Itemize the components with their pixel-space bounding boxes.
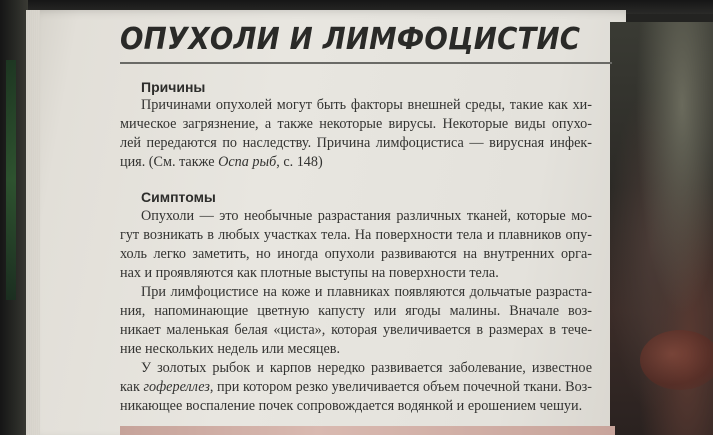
reference-prefix: ция. (См. также [120, 154, 219, 170]
text-line: ние нескольких недель или месяцев. [120, 341, 341, 357]
reference-suffix: , с. 148) [276, 154, 323, 170]
text-line: лей передаются по наследству. Причина лимфоцистиса — вирусная инфек- [120, 135, 592, 151]
text-line: гут возникать в любых участках тела. На поверхности тела и плавников опу- [120, 227, 592, 243]
fish-photo-detail [640, 330, 713, 390]
text-line: холь легко заметить, но иногда опухоли развиваются на внутренних орга- [120, 246, 592, 262]
section-heading-symptoms: Симптомы [141, 189, 216, 205]
text-line-reference [120, 153, 323, 171]
text-line: ния, напоминающие цветную капусту или ягоды малины. Вначале воз- [120, 303, 592, 319]
text-line: При лимфоцистисе на коже и плавниках появляются дольчатые разраста- [141, 284, 592, 300]
page-bottom-image [120, 426, 615, 435]
text-line-italic-term [120, 378, 592, 396]
term-suffix: , при котором резко увеличивается объем почечной ткани. Воз- [209, 379, 592, 395]
text-line: Причинами опухолей могут быть факторы внешней среды, такие как хи- [141, 97, 592, 113]
section-heading-causes: Причины [141, 79, 206, 95]
text-line: Опухоли — это необычные разрастания различных тканей, которые мо- [141, 208, 592, 224]
disease-term: гофереллез [143, 379, 210, 395]
title-underline [120, 62, 612, 64]
term-prefix: как [120, 379, 144, 395]
reference-link-text: Оспа рыб [218, 154, 277, 170]
text-line: мическое загрязнение, а также некоторые вирусы. Некоторые виды опухо- [120, 116, 592, 132]
text-line: никает маленькая белая «циста», которая увеличивается в размерах в тече- [120, 322, 592, 338]
text-line: У золотых рыбок и карпов нередко развивается заболевание, известное [141, 360, 592, 376]
book-spine-green [6, 60, 16, 300]
text-line: нах и проявляются как плотные выступы на поверхности тела. [120, 265, 499, 281]
page-title: ОПУХОЛИ И ЛИМФОЦИСТИС [120, 22, 581, 57]
text-line: никающее воспаление почек сопровождается водянкой и ерошением чешуи. [120, 398, 583, 414]
page-edges [26, 10, 40, 435]
